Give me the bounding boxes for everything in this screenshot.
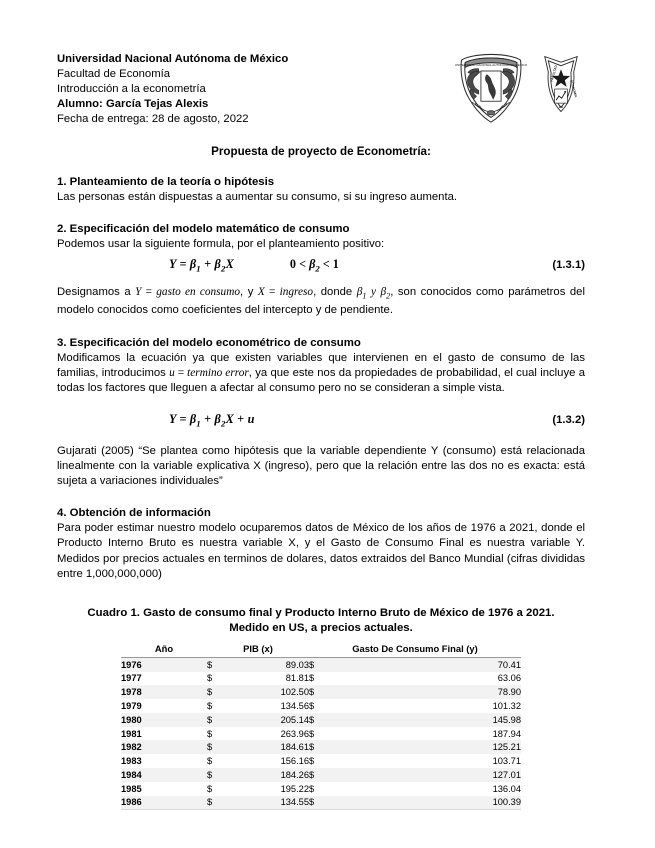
section-3-body (57, 351, 585, 397)
s2p2-eq1: = (141, 285, 157, 298)
table-row (121, 727, 521, 741)
table-row (121, 796, 521, 810)
student-name: Alumno: García Tejas Alexis (57, 98, 209, 111)
cell-gcf-value: 78.90 (333, 685, 521, 699)
column-header-pib: PIB (x) (243, 642, 273, 654)
s2p2-tail: , son conocidos como parámetros del modelo conocidos como coeficientes del intercepto y de pendiente. (57, 285, 585, 317)
cell-gcf-currency: $ (309, 782, 333, 796)
cell-year: 1977 (121, 672, 207, 686)
section-3-heading: 3. Especificación del modelo econométrico de consumo (57, 336, 361, 349)
gdp-consumption-table (121, 642, 521, 810)
cell-year: 1976 (121, 657, 207, 671)
s3-lead: Modificamos la ecuación ya que existen variables que intervienen en el gasto de consumo de las familias, introducimos (57, 351, 585, 379)
s2p2-mid: , y (240, 285, 258, 298)
table-body (121, 657, 521, 809)
cell-pib-currency: $ (207, 796, 231, 810)
s2p2-lead: Designamos a (57, 285, 136, 298)
document-header (57, 48, 585, 128)
s2p2-y-conj: y (370, 285, 376, 298)
cell-gcf-currency: $ (309, 685, 333, 699)
cell-pib-value: 89.03 (231, 657, 309, 671)
equation-1-3-1-condition: $0 < \beta_2 < 1$ (289, 257, 339, 274)
cell-gcf-currency: $ (309, 740, 333, 754)
svg-text:FACULTAD: FACULTAD (549, 64, 559, 83)
cell-pib-value: 102.50 (231, 685, 309, 699)
section-4-body: Para poder estimar nuestro modelo ocuparemos datos de México de los años de 1976 a 2021, donde el Producto Interno Bruto es nuestra variable X, y el Gasto de Consumo Final es nuestra variable Y. Medidos por precios actuales en terminos de dolares, datos extraidos del Banco Mundial (cifras divididas entre 1,000,000,000) (57, 522, 585, 580)
cell-gcf-value: 101.32 (333, 699, 521, 713)
equation-1-3-1 (57, 257, 585, 273)
table-head (121, 642, 521, 658)
cell-pib-currency: $ (207, 727, 231, 741)
table-row (121, 657, 521, 671)
s3-eq: = (174, 366, 188, 379)
cell-gcf-currency: $ (309, 672, 333, 686)
cell-pib-value: 156.16 (231, 754, 309, 768)
s3-u: u (169, 366, 175, 379)
cell-pib-value: 81.81 (231, 672, 309, 686)
cell-pib-value: 184.26 (231, 768, 309, 782)
data-table-wrapper (121, 642, 521, 811)
table-row (121, 754, 521, 768)
cell-gcf-currency: $ (309, 754, 333, 768)
s2p2-beta2: $\beta_2$ (380, 285, 391, 301)
s3-tail: , ya que este nos da propiedades de probabilidad, el cual incluye a todas los factores que lleguen a afectar al consumo pero no se consideran a simple vista. (57, 366, 585, 394)
section-4-heading: 4. Obtención de información (57, 507, 211, 520)
equation-1-3-2-expression: $Y = \beta_1 + \beta_2X + u$ (169, 412, 255, 429)
s2p2-eq2: = (264, 285, 280, 298)
cell-pib-currency: $ (207, 699, 231, 713)
cell-year: 1979 (121, 699, 207, 713)
cell-gcf-value: 125.21 (333, 740, 521, 754)
equation-1-3-1-number: (1.3.1) (552, 259, 585, 272)
cell-gcf-value: 100.39 (333, 796, 521, 810)
cell-gcf-currency: $ (309, 713, 333, 727)
faculty-name: Facultad de Economía (57, 68, 171, 81)
gujarati-quote: Gujarati (2005) “Se plantea como hipótesis que la variable dependiente Y (consumo) está relacionada linealmente con la variable explicativa X (ingreso), pero que la relación entre las dos no es exacta: está sujeta a variaciones individuales” (57, 444, 585, 487)
cell-gcf-currency: $ (309, 796, 333, 810)
s2p2-donde: , donde (313, 285, 357, 298)
university-name: Universidad Nacional Autónoma de México (57, 53, 289, 65)
cell-pib-currency: $ (207, 754, 231, 768)
course-name: Introducción a la econometría (57, 83, 206, 96)
cell-year: 1986 (121, 796, 207, 810)
cell-year: 1981 (121, 727, 207, 741)
table-row (121, 713, 521, 727)
cell-year: 1978 (121, 685, 207, 699)
unam-shield-logo (455, 50, 527, 128)
section-2-body: Podemos usar la siguiente formula, por el planteamiento positivo: (57, 238, 385, 251)
header-text-block (57, 48, 427, 127)
cell-pib-currency: $ (207, 740, 231, 754)
section-1-heading: 1. Planteamiento de la teoría o hipótesis (57, 176, 275, 188)
column-header-year: Año (154, 642, 174, 654)
s2p2-gasto: gasto en consumo (156, 285, 241, 298)
cell-gcf-currency: $ (309, 699, 333, 713)
cell-pib-currency: $ (207, 713, 231, 727)
cell-year: 1985 (121, 782, 207, 796)
document-content (57, 48, 585, 810)
s2p2-beta1: $\beta_1$ (356, 285, 367, 301)
cell-year: 1984 (121, 768, 207, 782)
logos-group (455, 48, 585, 128)
s2p2-ingreso: ingreso (279, 285, 314, 298)
cell-pib-value: 134.55 (231, 796, 309, 810)
svg-text:DE: DE (558, 105, 564, 110)
cell-pib-currency: $ (207, 768, 231, 782)
cell-year: 1980 (121, 713, 207, 727)
cell-year: 1983 (121, 754, 207, 768)
table-row (121, 768, 521, 782)
cell-year: 1982 (121, 740, 207, 754)
cell-gcf-currency: $ (309, 727, 333, 741)
cell-pib-currency: $ (207, 685, 231, 699)
table-row (121, 672, 521, 686)
svg-text:ECONOMIA: ECONOMIA (569, 79, 578, 98)
cell-pib-value: 205.14 (231, 713, 309, 727)
equation-1-3-2 (57, 412, 585, 428)
cell-gcf-value: 63.06 (333, 672, 521, 686)
facultad-economia-shield-logo (537, 50, 585, 128)
cell-gcf-value: 136.04 (333, 782, 521, 796)
cell-gcf-value: 187.94 (333, 727, 521, 741)
table-bottom-border (121, 809, 521, 810)
column-header-gcf: Gasto De Consumo Final (y) (352, 642, 478, 654)
cell-gcf-value: 103.71 (333, 754, 521, 768)
equation-1-3-2-number: (1.3.2) (552, 414, 585, 427)
table-header-row (121, 642, 521, 658)
cell-pib-currency: $ (207, 782, 231, 796)
section-2-heading: 2. Especificación del modelo matemático de consumo (57, 223, 350, 236)
cell-pib-value: 195.22 (231, 782, 309, 796)
cell-pib-value: 184.61 (231, 740, 309, 754)
s3-termino-error: termino error (187, 366, 249, 379)
section-1-body: Las personas están dispuestas a aumentar su consumo, si su ingreso aumenta. (57, 191, 458, 203)
table-caption-line-2: Medido en US, a precios actuales. (229, 622, 413, 635)
table-row (121, 685, 521, 699)
table-row (121, 782, 521, 796)
cell-gcf-currency: $ (309, 657, 333, 671)
due-date: Fecha de entrega: 28 de agosto, 2022 (57, 113, 249, 126)
cell-pib-currency: $ (207, 657, 231, 671)
table-caption-line-1: Cuadro 1. Gasto de consumo final y Producto Interno Bruto de México de 1976 a 2021. (87, 606, 555, 619)
svg-text:UNIVERSIDAD NACIONAL AUTONOMA: UNIVERSIDAD NACIONAL AUTONOMA DE MEXICO (455, 62, 527, 67)
table-caption (57, 606, 585, 637)
cell-pib-currency: $ (207, 672, 231, 686)
table-row (121, 699, 521, 713)
table-row (121, 740, 521, 754)
equation-1-3-1-expression: $Y = \beta_1 + \beta_2X$ (169, 257, 234, 274)
s2p2-y: Y (135, 285, 142, 298)
cell-pib-value: 263.96 (231, 727, 309, 741)
cell-gcf-value: 70.41 (333, 657, 521, 671)
section-2-paragraph-2 (57, 285, 585, 319)
cell-gcf-currency: $ (309, 768, 333, 782)
cell-gcf-value: 145.98 (333, 713, 521, 727)
s2p2-x: X (257, 285, 265, 298)
cell-gcf-value: 127.01 (333, 768, 521, 782)
page-title: Propuesta de proyecto de Econometría: (211, 145, 431, 158)
cell-pib-value: 134.56 (231, 699, 309, 713)
